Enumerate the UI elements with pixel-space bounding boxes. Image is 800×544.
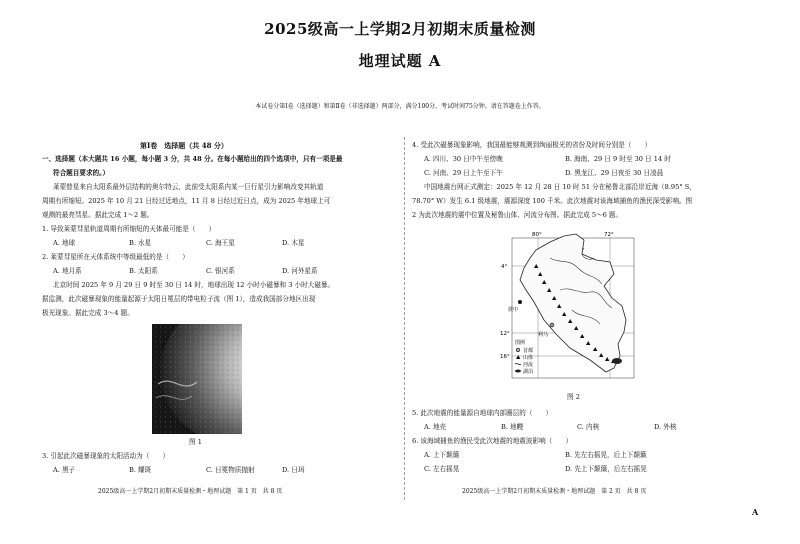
passage-1-line-1: 莱蒙替星来自太阳系最外层结构的奥尔特云，此前受太阳系内某一巨行星引力影响改变其轨道 [53, 183, 324, 191]
passage-2-line-2: 据监测，此次磁暴现象的能量起源于太阳日冕层的带电粒子流（图 1），造成我国部分地区出现 [42, 295, 316, 303]
passage-2-line-1: 北京时间 2025 年 9 月 29 日 9 时至 30 日 14 时，地球出现 12 小时小磁暴和 3 小时大磁暴。 [53, 281, 335, 289]
lon-label-72: 72° [604, 232, 614, 238]
q3-option-d: D. 日珥 [282, 466, 305, 474]
lake-symbol [612, 358, 622, 364]
exam-note: 本试卷分第Ⅰ卷（选择题）和第Ⅱ卷（非选择题）两部分，满分100分，考试时间75分钟。请在答题卷上作答。 [255, 103, 545, 110]
exam-title: 2025级高一上学期2月初期末质量检测 [264, 20, 536, 38]
right-page-footer: 2025级高一上学期2月初期末质量检测・地理试题 第 2 页 共 8 页 [462, 488, 647, 495]
q4-option-c: C. 河南、29 日上午至下午 [424, 169, 503, 177]
figure-1-caption: 图 1 [189, 438, 202, 446]
exam-subtitle: 地理试题 A [358, 52, 442, 70]
legend-mountain: 山体 [523, 355, 534, 361]
q2-option-a: A. 地月系 [53, 267, 82, 275]
q3-option-b: B. 耀斑 [129, 466, 152, 474]
corner-label: A [752, 507, 759, 517]
city-label: 利马 [538, 332, 549, 338]
passage-3-line-3: 2 为此次地震的震中位置及秘鲁山体、河流分布图。据此完成 5～6 题。 [412, 211, 623, 219]
passage-2-line-3: 极光现象。据此完成 3～4 题。 [42, 309, 134, 317]
q4-option-d: D. 黑龙江、29 日夜至 30 日凌晨 [565, 169, 664, 177]
q5-option-b: B. 地幔 [501, 423, 524, 431]
q1-option-c: C. 海王星 [206, 239, 235, 247]
q5-option-d: D. 外核 [654, 423, 677, 431]
instruction-line-1: 一、选择题（本大题共 16 小题，每小题 3 分，共 48 分。在每小题给出的四个选项中，只有一项是最 [42, 155, 343, 163]
legend-title: 图例 [515, 340, 526, 346]
q5-option-a: A. 地壳 [424, 423, 447, 431]
q4-option-a: A. 四川、30 日中午至傍晚 [424, 155, 503, 163]
legend-lake: 湖泊 [523, 369, 534, 375]
epicenter-marker [518, 300, 522, 304]
q5-option-c: C. 内核 [577, 423, 600, 431]
q2-option-c: C. 银河系 [206, 267, 235, 275]
legend-capital: 首都 [523, 348, 534, 354]
question-2: 2. 莱蒙彗星所在天体系统中等级最低的是（ ） [42, 253, 189, 261]
epicenter-label: 震中 [508, 307, 519, 313]
q6-option-b: B. 先左右摇晃，后上下颠簸 [565, 451, 647, 459]
q6-option-d: D. 先上下颠簸，后左右摇晃 [565, 465, 647, 473]
instruction-line-2: 符合题目要求的。） [53, 169, 110, 177]
solar-cme-image [152, 324, 242, 434]
section-title: 第Ⅰ卷 选择题（共 48 分） [140, 141, 228, 150]
lat-label-12: 12° [500, 331, 510, 337]
peru-map [498, 228, 648, 386]
question-3: 3. 引起此次磁暴现象的太阳活动为（ ） [42, 452, 170, 460]
lon-label-80: 80° [532, 232, 542, 238]
left-page-footer: 2025级高一上学期2月初期末质量检测・地理试题 第 1 页 共 8 页 [98, 488, 283, 495]
q1-option-d: D. 木星 [282, 239, 305, 247]
passage-1-line-3: 观测的最亮彗星。据此完成 1～2 题。 [42, 211, 154, 219]
q1-option-a: A. 地球 [53, 239, 76, 247]
lat-label-4: 4° [501, 264, 508, 270]
passage-3-line-2: 78.70° W）发生 6.1 级地震，震源深度 100 千米。此次地震对该海域捕鱼的渔民深受影响。图 [412, 197, 693, 205]
question-1: 1. 导致莱蒙彗星轨道周期有所缩短的天体最可能是（ ） [42, 225, 216, 233]
question-4: 4. 受此次磁暴现象影响，我国最能够观测到绚丽极光的省份及时间分别是（ ） [412, 141, 652, 149]
q2-option-d: D. 河外星系 [282, 267, 318, 275]
q6-option-a: A. 上下颠簸 [424, 451, 460, 459]
lake-icon [515, 370, 521, 373]
passage-3-line-1: 中国地震台网正式测定：2025 年 12 月 28 日 10 时 51 分在秘鲁北部沿岸近海（8.95° S， [424, 183, 696, 191]
figure-2-caption: 图 2 [567, 393, 580, 401]
lat-label-16: 16° [500, 354, 510, 360]
column-divider [404, 137, 405, 500]
question-5: 5. 此次地震的能量源自地球内部圈层的（ ） [412, 409, 553, 417]
question-6: 6. 该海域捕鱼的渔民受此次地震的地震波影响（ ） [412, 437, 573, 445]
q1-option-b: B. 水星 [129, 239, 152, 247]
q4-option-b: B. 海南、29 日 9 时至 30 日 14 时 [565, 155, 671, 163]
q3-option-c: C. 日冕物质抛射 [206, 466, 255, 474]
legend-river: 河流 [523, 362, 534, 368]
passage-1-line-2: 周期有所缩短。2025 年 10 月 21 日经过近地点，11 月 8 日经过近日点，成为 2025 年地球上可 [42, 197, 331, 205]
q6-option-c: C. 左右摇晃 [424, 465, 460, 473]
q3-option-a: A. 黑子 [53, 466, 76, 474]
q2-option-b: B. 太阳系 [129, 267, 158, 275]
